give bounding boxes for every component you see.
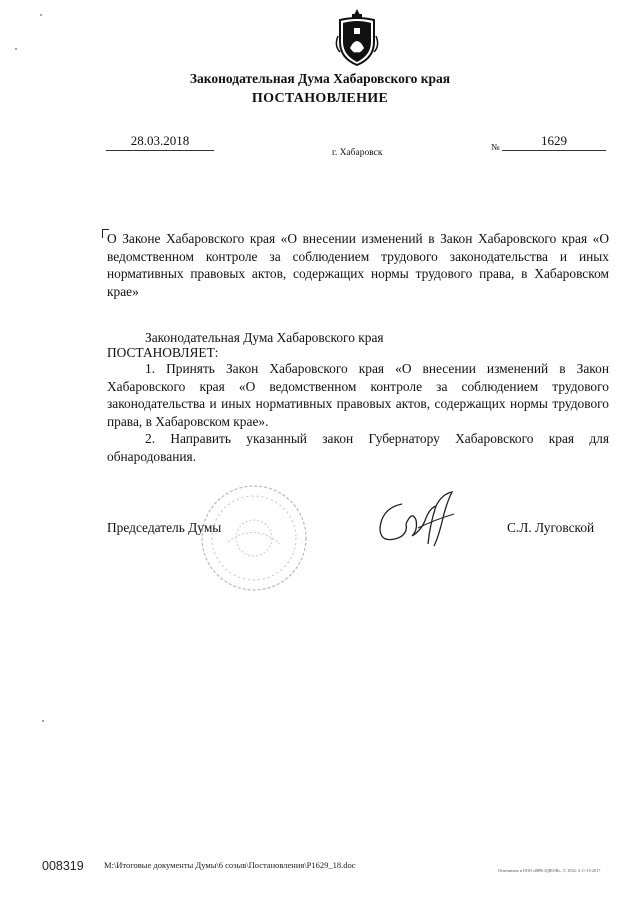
resolution-item: 2. Направить указанный закон Губернатору Хабаровского края для обнародования.: [107, 431, 609, 464]
document-subject: О Законе Хабаровского края «О внесении изменений в Закон Хабаровского края «О ведомственном контроле за соблюдением трудового законодательства и иных нормативных правовых актов, содержащих нормы трудового права, в Хабаровском крае»: [107, 231, 609, 299]
print-info: Отпечатано в ООО «ВРК-ОДЕОН», Т. 1032, З. С-13-2017: [498, 868, 601, 873]
signatory-name: С.Л. Луговской: [507, 520, 595, 535]
resolves-clause: ПОСТАНОВЛЯЕТ:: [107, 345, 219, 360]
organization-title: Законодательная Дума Хабаровского края: [189, 71, 451, 86]
scan-speck: [42, 720, 44, 722]
scan-speck: [15, 48, 17, 50]
handwritten-signature: [372, 484, 464, 552]
document-city: г. Хабаровск: [332, 148, 383, 158]
document-date: 28.03.2018: [106, 133, 214, 151]
registration-number: 008319: [42, 859, 84, 873]
resolution-items: [107, 360, 609, 465]
official-seal-stamp: [198, 482, 310, 594]
signatory-title: Председатель Думы: [107, 520, 222, 535]
resolution-item: 1. Принять Закон Хабаровского края «О внесении изменений в Закон Хабаровского края «О ведомственном контроле за соблюдением трудового законодательства и иных нормативных правовых актов, содержащих нормы трудового права, в Хабаровском крае».: [107, 361, 609, 429]
enacting-clause: Законодательная Дума Хабаровского края: [145, 330, 384, 345]
number-label: №: [491, 142, 500, 152]
scan-speck: [40, 14, 42, 16]
document-number: 1629: [502, 133, 606, 151]
coat-of-arms-emblem: [330, 6, 384, 68]
document-type-title: ПОСТАНОВЛЕНИЕ: [251, 91, 389, 106]
file-path: М:\Итоговые документы Думы\6 созыв\Постановления\P1629_18.doc: [104, 860, 356, 870]
